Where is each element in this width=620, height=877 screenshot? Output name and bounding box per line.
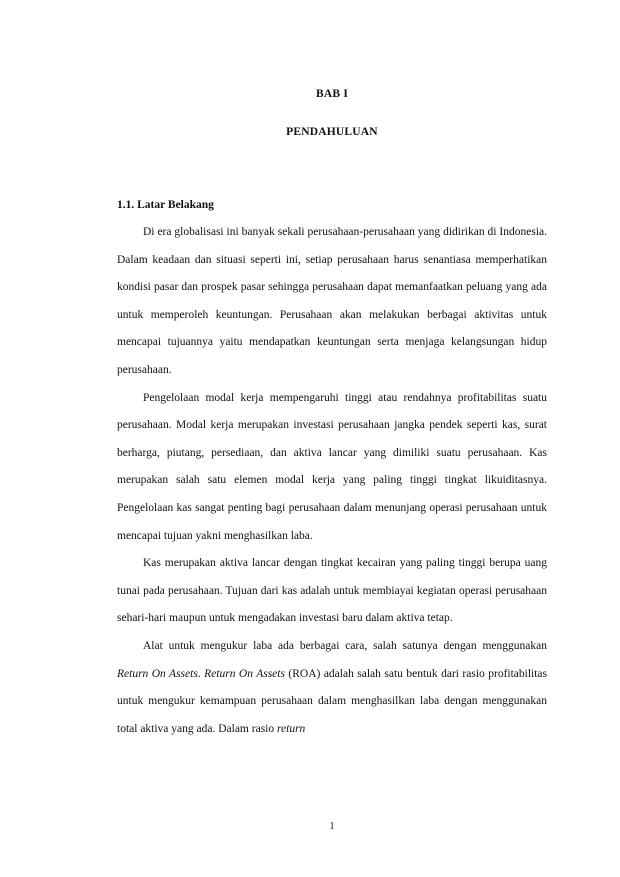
paragraph-4-text-1: Alat untuk mengukur laba ada berbagai cara, salah satunya dengan menggunakan: [143, 639, 547, 652]
paragraph-3: Kas merupakan aktiva lancar dengan tingkat kecairan yang paling tinggi berupa uang tunai pada perusahaan. Tujuan dari kas adalah untuk membiayai kegiatan operasi perusahaan sehari-hari maupun untuk mengadakan investasi baru dalam aktiva tetap.: [117, 557, 547, 625]
section-heading: 1.1. Latar Belakang: [117, 199, 214, 211]
paragraph-1: Di era globalisasi ini banyak sekali perusahaan-perusahaan yang didirikan di Indonesia. Dalam keadaan dan situasi seperti ini, setiap perusahaan harus senantiasa memperhatikan kondisi pasar dan prospek pasar sehingga perusahaan dapat memanfaatkan peluang yang ada untuk memperoleh keuntungan. Perusahaan akan melakukan berbagai aktivitas untuk mencapai tujuannya yaitu mendapatkan keuntungan serta menjaga kelangsungan hidup perusahaan.: [117, 226, 547, 376]
page-number: 1: [329, 821, 335, 832]
paragraph-4-text-3: (ROA) adalah salah satu bentuk dari rasio profitabilitas untuk mengukur kemampuan perusahaan dalam menghasilkan laba dengan menggunakan total aktiva yang ada. Dalam rasio: [117, 667, 548, 735]
paragraph-4-italic-1: Return On Assets: [117, 667, 198, 680]
paragraph-2: Pengelolaan modal kerja mempengaruhi tinggi atau rendahnya profitabilitas suatu perusahaan. Modal kerja merupakan investasi perusahaan jangka pendek seperti kas, surat berharga, piutang, persediaan, dan aktiva lancar yang dimiliki suatu perusahaan. Kas merupakan salah satu elemen modal kerja yang paling tinggi tingkat likuiditasnya. Pengelolaan kas sangat penting bagi perusahaan dalam menunjang operasi perusahaan untuk mencapai tujuan yakni menghasilkan laba.: [117, 391, 547, 542]
paragraph-4: [117, 633, 547, 743]
chapter-title: PENDAHULUAN: [286, 126, 378, 138]
paragraph-4-italic-3: return: [276, 722, 306, 735]
paragraph-4-text-2: .: [197, 667, 205, 680]
chapter-number: BAB I: [316, 88, 348, 100]
body-text: [117, 219, 547, 743]
paragraph-4-italic-2: Return On Assets: [204, 667, 285, 680]
